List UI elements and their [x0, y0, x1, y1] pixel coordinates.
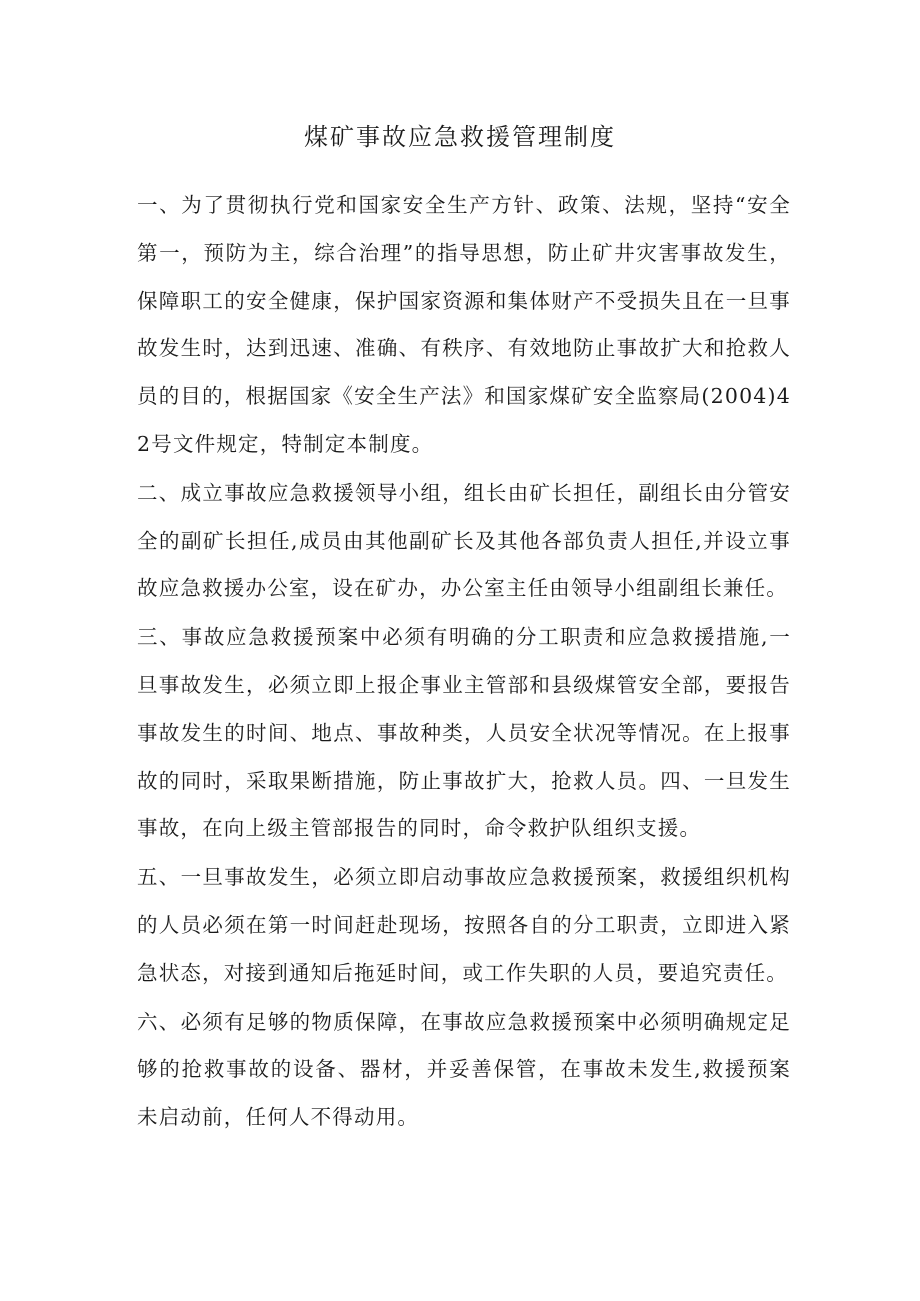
document-body [137, 182, 791, 1143]
paragraph-4: 五、一旦事故发生，必须立即启动事故应急救援预案，救援组织机构的人员必须在第一时间赶赴现场，按照各自的分工职责，立即进入紧急状态，对接到通知后拖延时间，或工作失职的人员，要追究责任。 [137, 865, 791, 985]
paragraph-2: 二、成立事故应急救援领导小组，组长由矿长担任，副组长由分管安全的副矿长担任,成员由其他副矿长及其他各部负责人担任,并设立事故应急救援办公室，设在矿办，办公室主任由领导小组副组长兼任。 [137, 480, 791, 601]
paragraph-5: 六、必须有足够的物质保障，在事故应急救援预案中必须明确规定足够的抢救事故的设备、器材，并妥善保管，在事故未发生,救援预案未启动前，任何人不得动用。 [137, 1009, 791, 1130]
paragraph-3: 三、事故应急救援预案中必须有明确的分工职责和应急救援措施,一旦事故发生，必须立即上报企事业主管部和县级煤管安全部，要报告事故发生的时间、地点、事故种类，人员安全状况等情况。在上报事故的同时，采取果断措施，防止事故扩大，抢救人员。四、一旦发生事故，在向上级主管部报告的同时，命令救护队组织支援。 [137, 625, 791, 841]
document-title: 煤矿事故应急救援管理制度 [304, 123, 616, 151]
paragraph-1: 一、为了贯彻执行党和国家安全生产方针、政策、法规，坚持“安全第一，预防为主，综合治理”的指导思想，防止矿井灾害事故发生，保障职工的安全健康，保护国家资源和集体财产不受损失且在一旦事故发生时，达到迅速、准确、有秩序、有效地防止事故扩大和抢救人员的目的，根据国家《安全生产法》和国家煤矿安全监察局(2004)42号文件规定，特制定本制度。 [137, 193, 791, 456]
